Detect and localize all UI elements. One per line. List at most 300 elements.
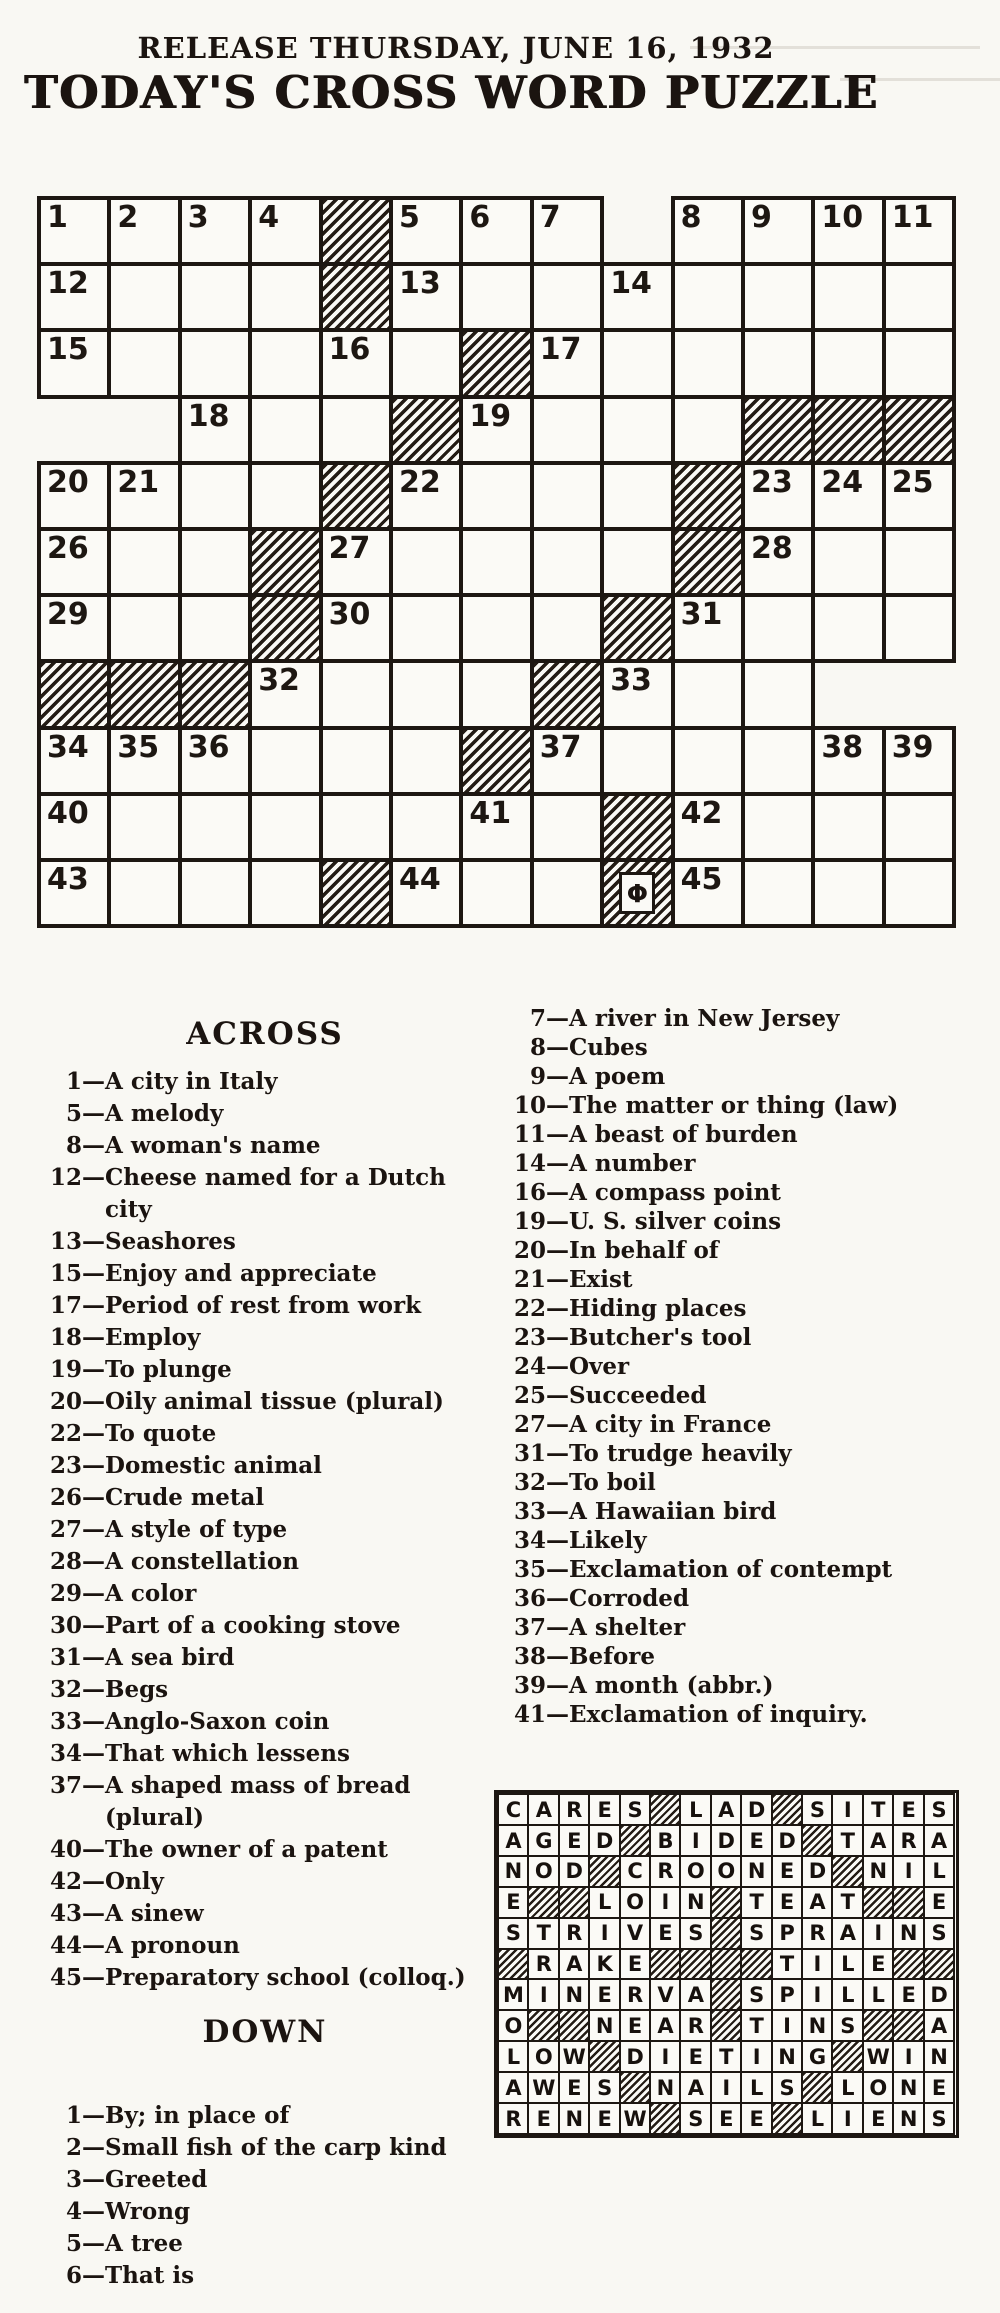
grid-cell[interactable] bbox=[389, 593, 463, 663]
down-clue-3: 3—Greeted bbox=[42, 2164, 488, 2196]
across-clue-17: 17—Period of rest from work bbox=[42, 1290, 488, 1322]
clue-text: To trudge heavily bbox=[569, 1440, 792, 1467]
across-clue-32: 32—Begs bbox=[42, 1674, 488, 1706]
blocked-cell bbox=[319, 262, 393, 332]
grid-cell[interactable] bbox=[530, 593, 604, 663]
grid-cell[interactable] bbox=[248, 461, 322, 531]
grid-cell[interactable] bbox=[107, 792, 181, 862]
down-clue-24: 24—Over bbox=[506, 1352, 966, 1381]
across-clue-8: 8—A woman's name bbox=[42, 1130, 488, 1162]
grid-cell[interactable] bbox=[459, 196, 533, 266]
grid-cell[interactable] bbox=[741, 328, 815, 398]
cell-number: 2 bbox=[117, 200, 139, 235]
down-clue-9: 9—A poem bbox=[506, 1062, 966, 1091]
solution-letter-cell: E bbox=[740, 1824, 773, 1857]
clue-text: A sinew bbox=[105, 1900, 204, 1927]
cell-number: 9 bbox=[751, 200, 772, 235]
solution-letter-cell: E bbox=[710, 2102, 743, 2135]
grid-cell[interactable] bbox=[530, 395, 604, 465]
grid-cell[interactable] bbox=[671, 858, 745, 928]
grid-cell[interactable] bbox=[389, 792, 463, 862]
grid-cell[interactable] bbox=[671, 328, 745, 398]
solution-letter-cell: A bbox=[527, 1793, 560, 1826]
cell-number: 34 bbox=[47, 729, 89, 765]
solution-letter-cell: D bbox=[710, 1824, 743, 1857]
clue-number: 22 bbox=[49, 1420, 82, 1447]
grid-cell[interactable] bbox=[319, 792, 393, 862]
solution-letter-cell: E bbox=[771, 1855, 804, 1888]
grid-cell[interactable] bbox=[530, 858, 604, 928]
clue-text: Butcher's tool bbox=[569, 1324, 752, 1351]
solution-letter-cell: L bbox=[801, 2102, 834, 2135]
clue-number: 6 bbox=[65, 2262, 82, 2289]
across-clue-33: 33—Anglo-Saxon coin bbox=[42, 1706, 488, 1738]
grid-cell[interactable] bbox=[811, 328, 885, 398]
solution-letter-cell: I bbox=[892, 2040, 925, 2073]
solution-letter-cell: A bbox=[862, 1824, 895, 1857]
solution-letter-cell: I bbox=[801, 1948, 834, 1981]
cell-number: 15 bbox=[47, 332, 89, 368]
grid-cell[interactable] bbox=[882, 792, 956, 862]
down-clue-5: 5—A tree bbox=[42, 2228, 488, 2260]
solution-letter-cell: N bbox=[771, 2040, 804, 2073]
solution-blocked-cell bbox=[649, 1948, 682, 1981]
grid-cell[interactable] bbox=[37, 328, 111, 398]
grid-cell[interactable] bbox=[459, 858, 533, 928]
solution-letter-cell: N bbox=[892, 1917, 925, 1950]
grid-cell[interactable] bbox=[107, 726, 181, 796]
solution-letter-cell: W bbox=[558, 2040, 591, 2073]
grid-cell[interactable] bbox=[37, 461, 111, 531]
solution-letter-cell: E bbox=[527, 2102, 560, 2135]
grid-cell[interactable] bbox=[107, 461, 181, 531]
clue-number: 30 bbox=[49, 1612, 82, 1639]
down-clues-continued bbox=[506, 1004, 966, 1729]
grid-cell[interactable] bbox=[107, 196, 181, 266]
grid-cell[interactable] bbox=[319, 659, 393, 729]
grid-cell[interactable] bbox=[319, 395, 393, 465]
grid-cell[interactable] bbox=[178, 792, 252, 862]
clue-number: 4 bbox=[65, 2198, 82, 2225]
grid-cell[interactable] bbox=[178, 461, 252, 531]
grid-cell[interactable] bbox=[37, 527, 111, 597]
grid-cell[interactable] bbox=[248, 726, 322, 796]
solution-letter-cell: E bbox=[558, 2071, 591, 2104]
solution-letter-cell: R bbox=[558, 1793, 591, 1826]
solution-letter-cell: V bbox=[619, 1917, 652, 1950]
clue-text: In behalf of bbox=[569, 1237, 719, 1264]
clue-text: Wrong bbox=[105, 2198, 191, 2225]
across-clue-12: 12—Cheese named for a Dutch city bbox=[42, 1162, 488, 1226]
solution-blocked-cell bbox=[710, 1886, 743, 1919]
clue-number: 10 bbox=[513, 1092, 546, 1119]
grid-cell[interactable] bbox=[741, 527, 815, 597]
clue-text: A Hawaiian bird bbox=[569, 1498, 777, 1525]
grid-cell[interactable] bbox=[459, 461, 533, 531]
across-clue-18: 18—Employ bbox=[42, 1322, 488, 1354]
clue-text: A beast of burden bbox=[569, 1121, 798, 1148]
grid-cell[interactable] bbox=[671, 593, 745, 663]
cell-number: 1 bbox=[47, 200, 68, 235]
blocked-cell bbox=[811, 395, 885, 465]
grid-cell[interactable] bbox=[811, 593, 885, 663]
solution-letter-cell: I bbox=[588, 1917, 621, 1950]
down-header: DOWN bbox=[202, 2014, 328, 2050]
grid-cell[interactable] bbox=[671, 196, 745, 266]
solution-letter-cell: O bbox=[679, 1855, 712, 1888]
grid-cell[interactable] bbox=[248, 858, 322, 928]
clue-text: A compass point bbox=[569, 1179, 781, 1206]
clue-number: 36 bbox=[513, 1585, 546, 1612]
grid-cell[interactable] bbox=[178, 328, 252, 398]
clue-text: A sea bird bbox=[105, 1644, 235, 1671]
solution-blocked-cell bbox=[558, 2009, 591, 2042]
grid-cell[interactable] bbox=[882, 196, 956, 266]
solution-letter-cell: L bbox=[862, 1978, 895, 2011]
grid-cell[interactable] bbox=[319, 593, 393, 663]
grid-cell[interactable] bbox=[459, 262, 533, 332]
solution-letter-cell: L bbox=[831, 2071, 864, 2104]
grid-cell[interactable] bbox=[37, 593, 111, 663]
solution-blocked-cell bbox=[801, 1824, 834, 1857]
grid-cell[interactable] bbox=[248, 196, 322, 266]
left-clue-column bbox=[42, 1016, 488, 2292]
solution-blocked-cell bbox=[497, 1948, 530, 1981]
grid-cell[interactable] bbox=[389, 858, 463, 928]
solution-letter-cell: R bbox=[497, 2102, 530, 2135]
blocked-cell bbox=[600, 858, 674, 928]
solution-letter-cell: A bbox=[497, 1824, 530, 1857]
grid-cell[interactable] bbox=[319, 726, 393, 796]
solution-letter-cell: B bbox=[649, 1824, 682, 1857]
grid-cell[interactable] bbox=[600, 328, 674, 398]
solution-letter-cell: N bbox=[892, 2102, 925, 2135]
grid-cell[interactable] bbox=[741, 858, 815, 928]
solution-letter-cell: N bbox=[923, 2040, 956, 2073]
grid-cell[interactable] bbox=[530, 527, 604, 597]
clue-text: Likely bbox=[569, 1527, 647, 1554]
grid-cell[interactable] bbox=[319, 527, 393, 597]
solution-letter-cell: D bbox=[771, 1824, 804, 1857]
grid-cell[interactable] bbox=[671, 792, 745, 862]
grid-cell[interactable] bbox=[178, 196, 252, 266]
grid-cell[interactable] bbox=[811, 196, 885, 266]
grid-cell[interactable] bbox=[671, 262, 745, 332]
solution-letter-cell: R bbox=[649, 1855, 682, 1888]
across-clue-19: 19—To plunge bbox=[42, 1354, 488, 1386]
solution-blocked-cell bbox=[710, 2009, 743, 2042]
clue-number: 5 bbox=[65, 2230, 82, 2257]
across-clue-20: 20—Oily animal tissue (plural) bbox=[42, 1386, 488, 1418]
grid-cell[interactable] bbox=[741, 659, 815, 729]
grid-cell[interactable] bbox=[530, 726, 604, 796]
cell-number: 29 bbox=[47, 597, 89, 633]
grid-cell[interactable] bbox=[459, 792, 533, 862]
grid-cell[interactable] bbox=[600, 461, 674, 531]
grid-cell[interactable] bbox=[37, 726, 111, 796]
grid-cell[interactable] bbox=[459, 659, 533, 729]
cell-number: 23 bbox=[751, 464, 793, 500]
cell-number: 5 bbox=[399, 200, 420, 235]
solution-letter-cell: E bbox=[497, 1886, 530, 1919]
clue-number: 38 bbox=[513, 1643, 546, 1670]
grid-cell[interactable] bbox=[248, 792, 322, 862]
clue-number: 37 bbox=[513, 1614, 546, 1641]
grid-cell[interactable] bbox=[248, 659, 322, 729]
solution-letter-cell: S bbox=[679, 1917, 712, 1950]
grid-cell[interactable] bbox=[37, 196, 111, 266]
grid-cell[interactable] bbox=[811, 262, 885, 332]
grid-cell[interactable] bbox=[811, 858, 885, 928]
down-clue-21: 21—Exist bbox=[506, 1265, 966, 1294]
solution-letter-cell: N bbox=[558, 1978, 591, 2011]
solution-letter-cell: S bbox=[497, 1917, 530, 1950]
down-clue-16: 16—A compass point bbox=[506, 1178, 966, 1207]
grid-cell[interactable] bbox=[882, 328, 956, 398]
grid-cell[interactable] bbox=[811, 527, 885, 597]
solution-letter-cell: E bbox=[923, 1886, 956, 1919]
grid-cell[interactable] bbox=[882, 858, 956, 928]
clue-number: 31 bbox=[49, 1644, 82, 1671]
grid-cell[interactable] bbox=[389, 262, 463, 332]
solution-blocked-cell bbox=[892, 1886, 925, 1919]
clue-text: A city in Italy bbox=[105, 1068, 278, 1095]
solution-blocked-cell bbox=[619, 2071, 652, 2104]
clue-number: 11 bbox=[513, 1121, 546, 1148]
grid-cell[interactable] bbox=[178, 858, 252, 928]
across-clue-31: 31—A sea bird bbox=[42, 1642, 488, 1674]
grid-cell[interactable] bbox=[107, 328, 181, 398]
clue-number: 26 bbox=[49, 1484, 82, 1511]
solution-blocked-cell bbox=[527, 2009, 560, 2042]
solution-letter-cell: D bbox=[740, 1793, 773, 1826]
solution-letter-cell: A bbox=[710, 1793, 743, 1826]
grid-cell[interactable] bbox=[882, 262, 956, 332]
clue-number: 12 bbox=[49, 1164, 82, 1191]
solution-blocked-cell bbox=[710, 1917, 743, 1950]
grid-cell[interactable] bbox=[389, 196, 463, 266]
grid-cell[interactable] bbox=[671, 659, 745, 729]
solution-letter-cell: R bbox=[892, 1824, 925, 1857]
across-clue-40: 40—The owner of a patent bbox=[42, 1834, 488, 1866]
grid-cell[interactable] bbox=[600, 726, 674, 796]
grid-cell[interactable] bbox=[178, 593, 252, 663]
solution-letter-cell: A bbox=[923, 1824, 956, 1857]
grid-cell[interactable] bbox=[248, 395, 322, 465]
solution-letter-cell: N bbox=[497, 1855, 530, 1888]
cell-number: 4 bbox=[258, 200, 280, 235]
grid-cell[interactable] bbox=[811, 461, 885, 531]
cell-number: 27 bbox=[328, 531, 371, 566]
clue-number: 3 bbox=[65, 2166, 82, 2193]
solution-letter-cell: O bbox=[527, 1855, 560, 1888]
clue-number: 27 bbox=[513, 1411, 546, 1438]
across-clue-5: 5—A melody bbox=[42, 1098, 488, 1130]
solution-letter-cell: S bbox=[831, 2009, 864, 2042]
clue-text: Crude metal bbox=[105, 1484, 265, 1511]
grid-cell[interactable] bbox=[600, 262, 674, 332]
clue-text: Cubes bbox=[569, 1034, 648, 1061]
down-clue-2: 2—Small fish of the carp kind bbox=[42, 2132, 488, 2164]
across-clue-37: 37—A shaped mass of bread (plural) bbox=[42, 1770, 488, 1834]
grid-cell[interactable] bbox=[741, 593, 815, 663]
grid-cell[interactable] bbox=[741, 196, 815, 266]
grid-cell[interactable] bbox=[178, 527, 252, 597]
solution-letter-cell: E bbox=[649, 1917, 682, 1950]
solution-letter-cell: M bbox=[497, 1978, 530, 2011]
grid-cell[interactable] bbox=[882, 593, 956, 663]
solution-letter-cell: I bbox=[710, 2071, 743, 2104]
clue-number: 40 bbox=[49, 1836, 82, 1863]
clue-text: The owner of a patent bbox=[105, 1836, 388, 1863]
clue-number: 28 bbox=[49, 1548, 82, 1575]
grid-cell[interactable] bbox=[882, 726, 956, 796]
across-clue-30: 30—Part of a cooking stove bbox=[42, 1610, 488, 1642]
clue-number: 45 bbox=[49, 1964, 82, 1991]
down-clue-19: 19—U. S. silver coins bbox=[506, 1207, 966, 1236]
clue-text: Employ bbox=[105, 1324, 201, 1351]
grid-cell[interactable] bbox=[178, 395, 252, 465]
grid-cell[interactable] bbox=[600, 527, 674, 597]
solution-letter-cell: O bbox=[619, 1886, 652, 1919]
solution-letter-cell: E bbox=[619, 2009, 652, 2042]
grid-cell[interactable] bbox=[530, 262, 604, 332]
grid-cell[interactable] bbox=[107, 527, 181, 597]
solution-letter-cell: I bbox=[801, 1978, 834, 2011]
grid-cell[interactable] bbox=[37, 792, 111, 862]
down-clue-11: 11—A beast of burden bbox=[506, 1120, 966, 1149]
cell-number: 43 bbox=[47, 862, 89, 897]
cell-number: 36 bbox=[187, 729, 230, 765]
cell-number: 18 bbox=[187, 398, 230, 434]
grid-cell[interactable] bbox=[37, 262, 111, 332]
across-clue-1: 1—A city in Italy bbox=[42, 1066, 488, 1098]
clue-text: Small fish of the carp kind bbox=[105, 2134, 447, 2161]
clue-text: A tree bbox=[105, 2230, 183, 2257]
solution-letter-cell: W bbox=[862, 2040, 895, 2073]
solution-letter-cell: L bbox=[588, 1886, 621, 1919]
blocked-cell bbox=[319, 858, 393, 928]
clue-number: 25 bbox=[513, 1382, 546, 1409]
solution-letter-cell: A bbox=[558, 1948, 591, 1981]
grid-cell[interactable] bbox=[882, 461, 956, 531]
solution-letter-cell: D bbox=[588, 1824, 621, 1857]
grid-cell[interactable] bbox=[319, 328, 393, 398]
grid-cell[interactable] bbox=[811, 792, 885, 862]
grid-cell[interactable] bbox=[107, 858, 181, 928]
grid-cell[interactable] bbox=[107, 593, 181, 663]
clue-number: 1 bbox=[65, 2102, 82, 2129]
grid-cell[interactable] bbox=[671, 395, 745, 465]
grid-cell[interactable] bbox=[530, 792, 604, 862]
grid-cell[interactable] bbox=[389, 461, 463, 531]
blocked-cell bbox=[671, 461, 745, 531]
solution-letter-cell: T bbox=[862, 1793, 895, 1826]
grid-cell[interactable] bbox=[741, 461, 815, 531]
down-clue-35: 35—Exclamation of contempt bbox=[506, 1555, 966, 1584]
grid-cell[interactable] bbox=[459, 527, 533, 597]
across-clue-13: 13—Seashores bbox=[42, 1226, 488, 1258]
down-clue-22: 22—Hiding places bbox=[506, 1294, 966, 1323]
grid-cell[interactable] bbox=[389, 659, 463, 729]
down-clue-39: 39—A month (abbr.) bbox=[506, 1671, 966, 1700]
grid-cell[interactable] bbox=[882, 527, 956, 597]
clue-number: 43 bbox=[49, 1900, 82, 1927]
down-clue-8: 8—Cubes bbox=[506, 1033, 966, 1062]
across-header: ACROSS bbox=[186, 1016, 344, 1052]
solution-blocked-cell bbox=[710, 1978, 743, 2011]
grid-cell[interactable] bbox=[671, 726, 745, 796]
solution-blocked-cell bbox=[679, 1948, 712, 1981]
across-clue-29: 29—A color bbox=[42, 1578, 488, 1610]
grid-cell[interactable] bbox=[741, 792, 815, 862]
clue-text: A poem bbox=[569, 1063, 666, 1090]
clue-text: Hiding places bbox=[569, 1295, 747, 1322]
solution-letter-cell: L bbox=[497, 2040, 530, 2073]
grid-cell[interactable] bbox=[741, 726, 815, 796]
grid-cell[interactable] bbox=[389, 726, 463, 796]
grid-cell[interactable] bbox=[248, 328, 322, 398]
solution-letter-cell: E bbox=[923, 2071, 956, 2104]
solution-letter-cell: P bbox=[771, 1917, 804, 1950]
grid-cell[interactable] bbox=[741, 262, 815, 332]
cell-number: 35 bbox=[117, 729, 160, 765]
solution-letter-cell: R bbox=[527, 1948, 560, 1981]
solution-letter-cell: D bbox=[619, 2040, 652, 2073]
solution-letter-cell: E bbox=[619, 1948, 652, 1981]
solution-letter-cell: I bbox=[649, 1886, 682, 1919]
clue-number: 17 bbox=[49, 1292, 82, 1319]
grid-cell[interactable] bbox=[600, 395, 674, 465]
solution-blocked-cell bbox=[892, 2009, 925, 2042]
clue-number: 18 bbox=[49, 1324, 82, 1351]
solution-letter-cell: I bbox=[740, 2040, 773, 2073]
clue-number: 7 bbox=[529, 1005, 546, 1032]
down-clues-first bbox=[42, 2100, 488, 2292]
grid-cell[interactable] bbox=[600, 659, 674, 729]
solution-letter-cell: S bbox=[588, 2071, 621, 2104]
grid-cell[interactable] bbox=[530, 196, 604, 266]
grid-cell[interactable] bbox=[459, 593, 533, 663]
grid-cell[interactable] bbox=[37, 858, 111, 928]
grid-cell[interactable] bbox=[389, 527, 463, 597]
clue-number: 1 bbox=[65, 1068, 82, 1095]
down-clue-10: 10—The matter or thing (law) bbox=[506, 1091, 966, 1120]
grid-cell[interactable] bbox=[530, 461, 604, 531]
across-clue-15: 15—Enjoy and appreciate bbox=[42, 1258, 488, 1290]
blocked-cell bbox=[319, 461, 393, 531]
solution-letter-cell: D bbox=[923, 1978, 956, 2011]
clue-number: 19 bbox=[513, 1208, 546, 1235]
grid-cell[interactable] bbox=[178, 262, 252, 332]
blocked-cell bbox=[178, 659, 252, 729]
grid-cell[interactable] bbox=[459, 395, 533, 465]
grid-cell[interactable] bbox=[178, 726, 252, 796]
solution-letter-cell: E bbox=[740, 2102, 773, 2135]
clue-number: 33 bbox=[513, 1498, 546, 1525]
grid-cell[interactable] bbox=[248, 262, 322, 332]
grid-cell[interactable] bbox=[107, 262, 181, 332]
clue-text: A number bbox=[569, 1150, 696, 1177]
grid-cell[interactable] bbox=[530, 328, 604, 398]
clue-text: Greeted bbox=[105, 2166, 208, 2193]
grid-cell[interactable] bbox=[811, 726, 885, 796]
solution-letter-cell: S bbox=[923, 2102, 956, 2135]
solution-blocked-cell bbox=[771, 1793, 804, 1826]
clue-number: 22 bbox=[513, 1295, 546, 1322]
solution-letter-cell: T bbox=[740, 2009, 773, 2042]
grid-cell[interactable] bbox=[389, 328, 463, 398]
